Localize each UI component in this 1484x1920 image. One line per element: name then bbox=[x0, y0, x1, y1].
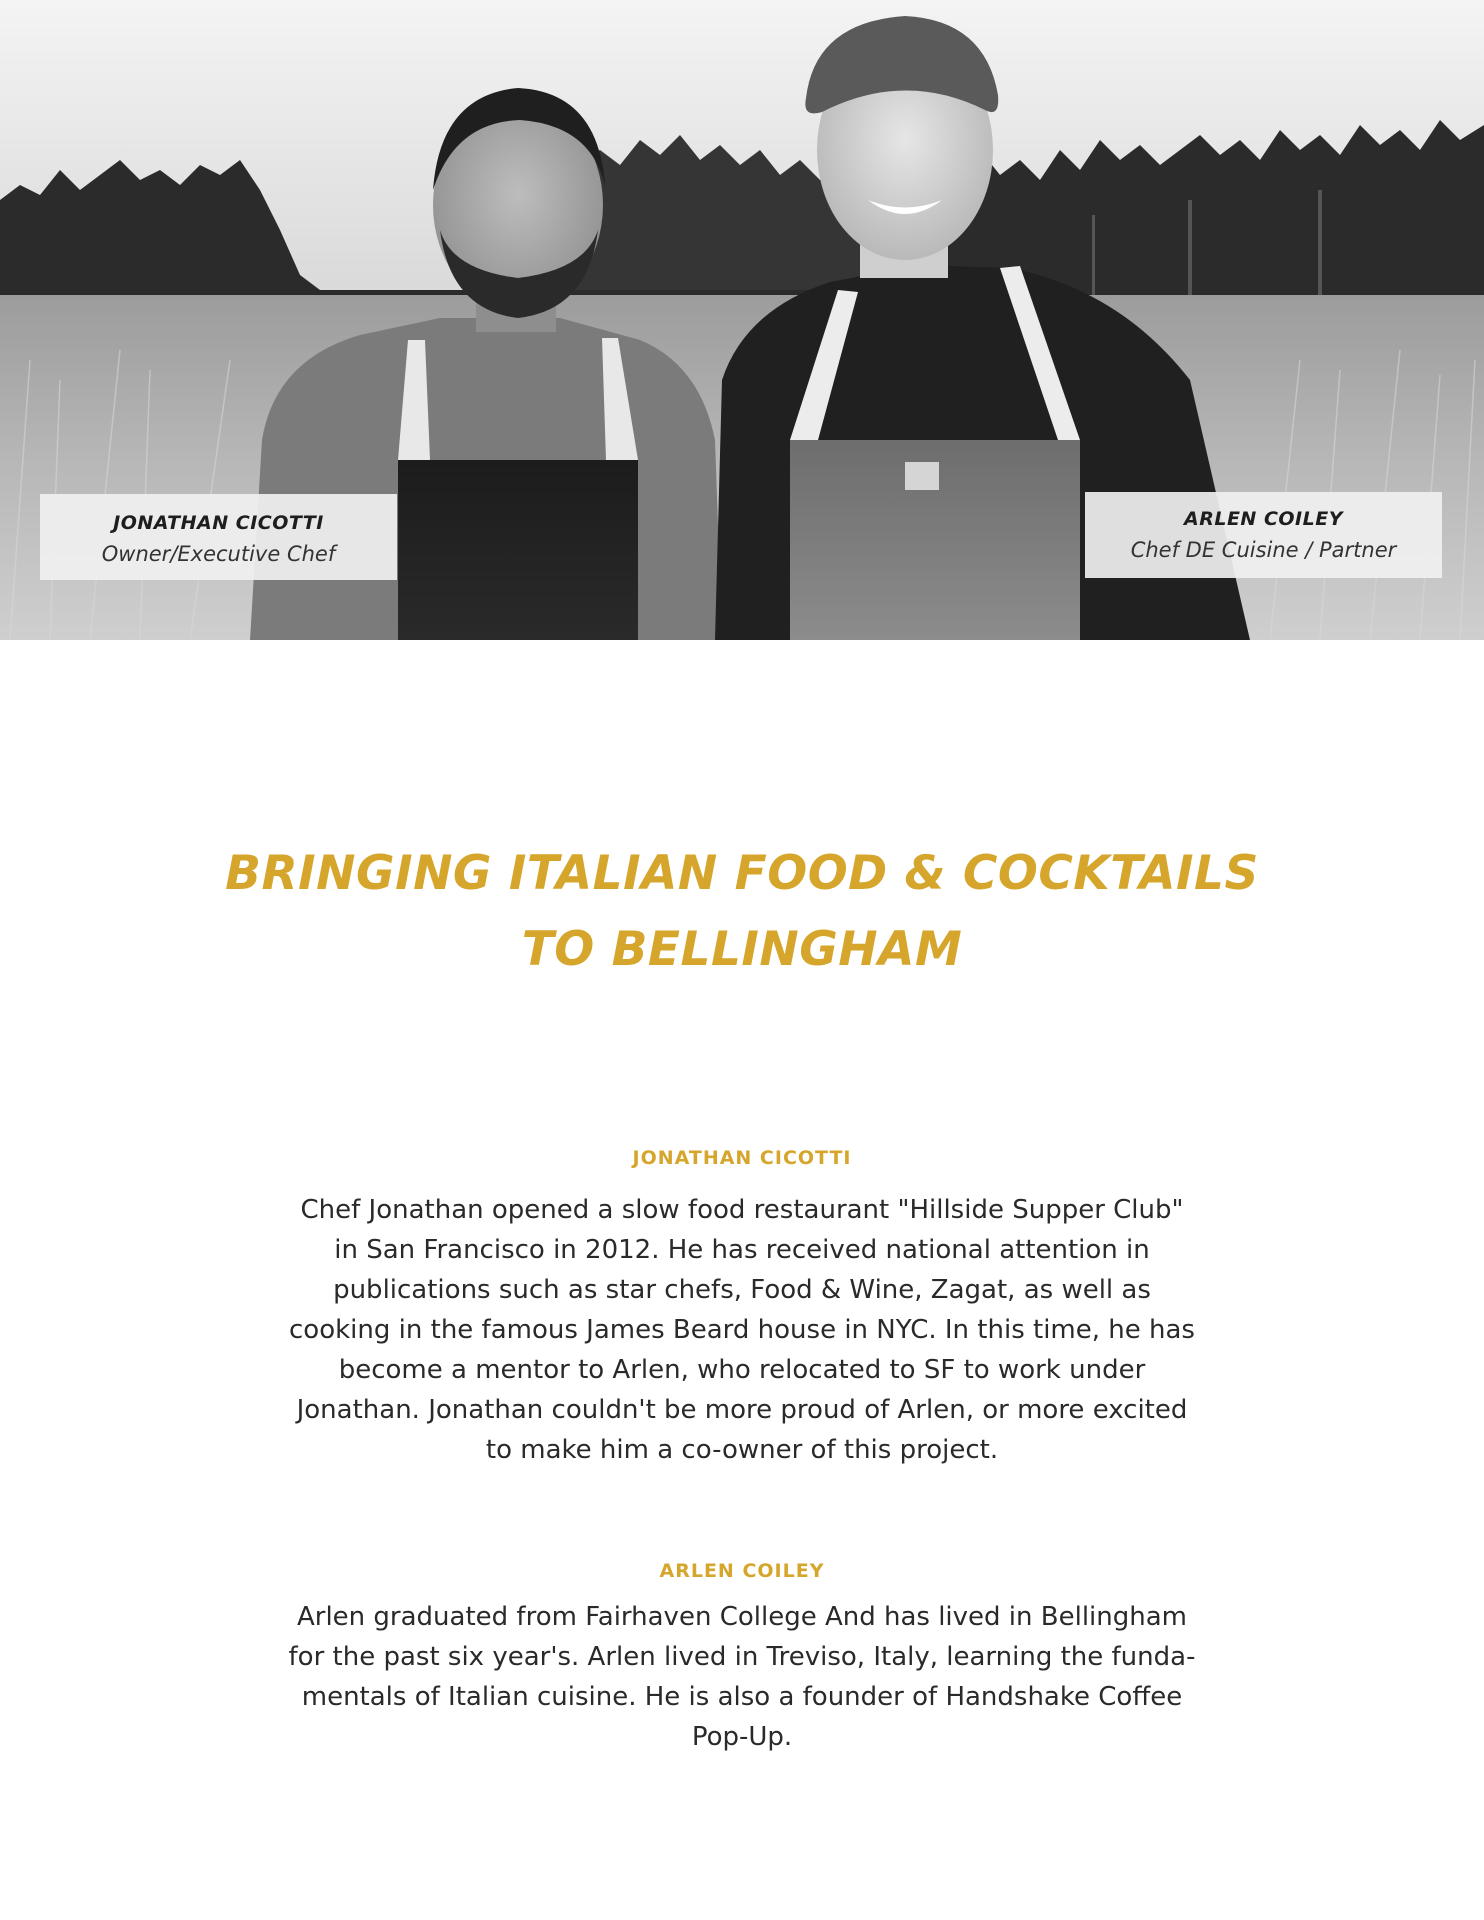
caption-role: Chef DE Cuisine / Partner bbox=[1130, 538, 1397, 562]
bio-line: to make him a co-owner of this project. bbox=[485, 1435, 999, 1465]
bio-line: publications such as star chefs, Food & Wine, Zagat, as well as bbox=[333, 1275, 1151, 1305]
bio-line: become a mentor to Arlen, who relocated to SF to work under bbox=[338, 1355, 1146, 1385]
bio-line: for the past six year's. Arlen lived in Treviso, Italy, learning the funda- bbox=[288, 1642, 1196, 1672]
bio-line: Chef Jonathan opened a slow food restaurant "Hillside Supper Club" bbox=[300, 1195, 1184, 1225]
page-headline bbox=[0, 836, 1484, 988]
bio-title-jonathan: JONATHAN CICOTTI bbox=[632, 1147, 852, 1169]
bio-text-jonathan bbox=[272, 1190, 1212, 1470]
caption-name: JONATHAN CICOTTI bbox=[113, 512, 324, 534]
bio-text-arlen bbox=[272, 1597, 1212, 1757]
bio-line: Arlen graduated from Fairhaven College And has lived in Bellingham bbox=[296, 1602, 1188, 1632]
hero-photo bbox=[0, 0, 1484, 640]
caption-arlen bbox=[1085, 492, 1442, 578]
caption-role: Owner/Executive Chef bbox=[101, 542, 336, 566]
bio-line: in San Francisco in 2012. He has received national attention in bbox=[334, 1235, 1150, 1265]
headline-line-1: BRINGING ITALIAN FOOD & COCKTAILS bbox=[225, 846, 1259, 901]
bio-line: Pop-Up. bbox=[691, 1722, 793, 1752]
caption-name: ARLEN COILEY bbox=[1184, 508, 1343, 530]
bio-line: mentals of Italian cuisine. He is also a founder of Handshake Coffee bbox=[301, 1682, 1183, 1712]
headline-line-2: TO BELLINGHAM bbox=[521, 922, 963, 977]
caption-jonathan bbox=[40, 494, 397, 580]
bio-title-arlen: ARLEN COILEY bbox=[659, 1560, 825, 1582]
bio-line: cooking in the famous James Beard house in NYC. In this time, he has bbox=[289, 1315, 1195, 1345]
bio-line: Jonathan. Jonathan couldn't be more proud of Arlen, or more excited bbox=[296, 1395, 1188, 1425]
